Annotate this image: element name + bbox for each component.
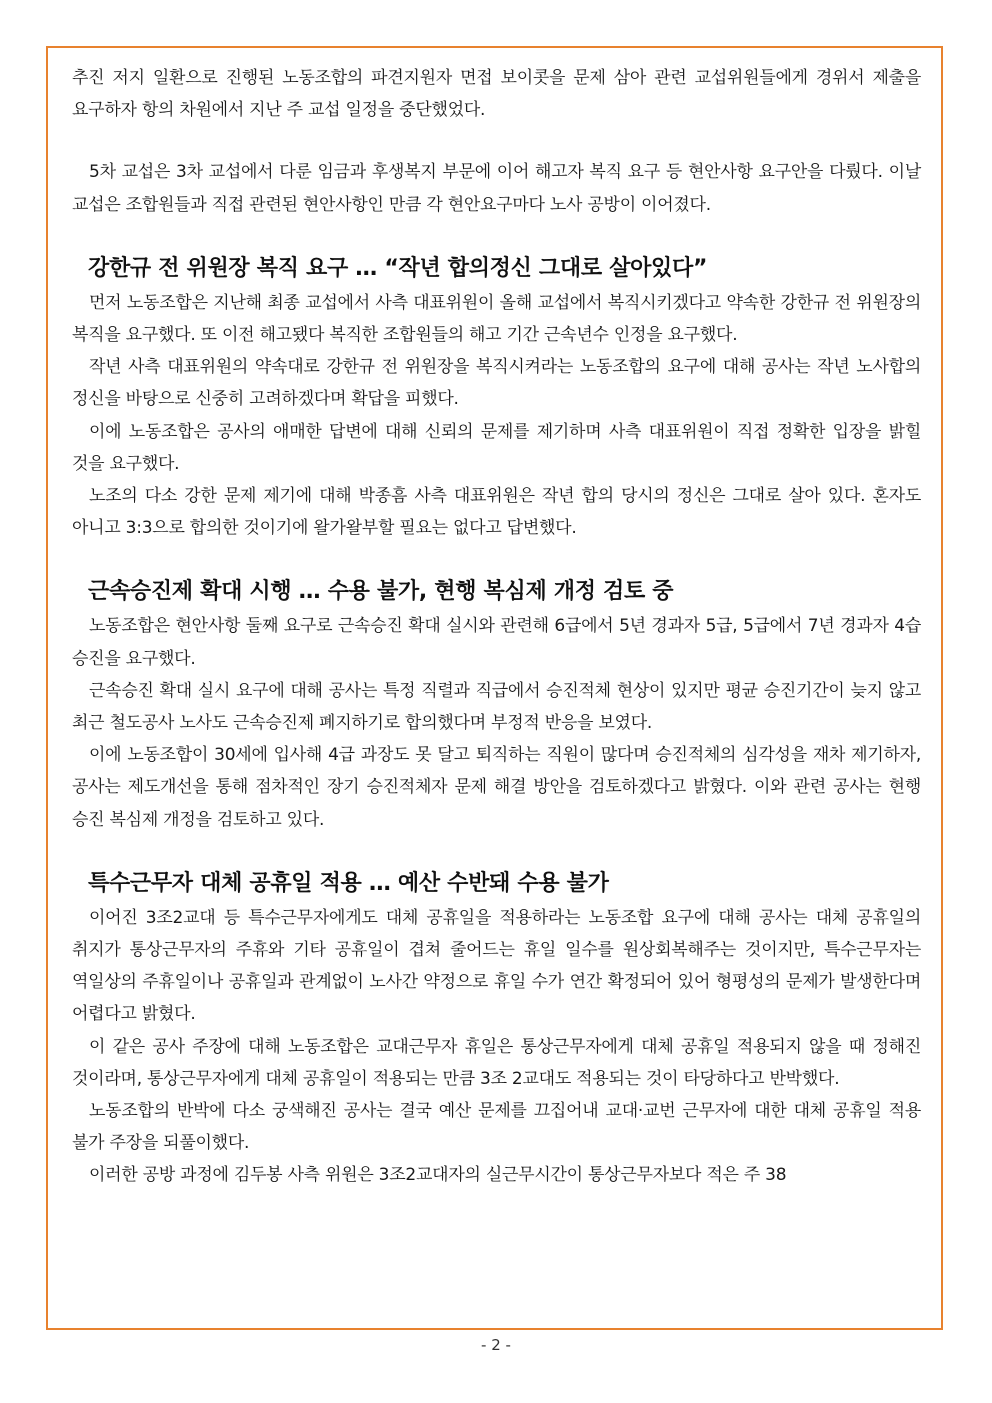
- section-1-paragraph-1: 먼저 노동조합은 지난해 최종 교섭에서 사측 대표위원이 올해 교섭에서 복직시키겠다고 약속한 강한규 전 위원장의 복직을 요구했다. 또 이전 해고됐다 복직한 조합원들의 해고 기간 근속년수 인정을 요구했다.: [72, 292, 921, 346]
- section-2-paragraph-1: 노동조합은 현안사항 둘째 요구로 근속승진 확대 실시와 관련해 6급에서 5년 경과자 5급, 5급에서 7년 경과자 4습 승진을 요구했다.: [72, 616, 921, 669]
- section-heading-reinstatement: 강한규 전 위원장 복직 요구 … “작년 합의정신 그대로 살아있다”: [88, 255, 708, 281]
- intro-paragraph-2: 5차 교섭은 3차 교섭에서 다룬 임금과 후생복지 부문에 이어 해고자 복직 요구 등 현안사항 요구안을 다뤘다. 이날 교섭은 조합원들과 직접 관련된 현안사항인 만큼 각 현안요구마다 노사 공방이 이어졌다.: [72, 162, 921, 215]
- section-1-paragraph-4: 노조의 다소 강한 문제 제기에 대해 박종흠 사측 대표위원은 작년 합의 당시의 정신은 그대로 살아 있다. 혼자도 아니고 3:3으로 합의한 것이기에 왈가왈부할 필요는 없다고 답변했다.: [72, 486, 921, 539]
- section-3-paragraph-3: 노동조합의 반박에 다소 궁색해진 공사는 결국 예산 문제를 끄집어내 교대·교번 근무자에 대한 대체 공휴일 적용 불가 주장을 되풀이했다.: [72, 1101, 921, 1154]
- intro-paragraph-1: 추진 저지 일환으로 진행된 노동조합의 파견지원자 면접 보이콧을 문제 삼아 관련 교섭위원들에게 경위서 제출을 요구하자 항의 차원에서 지난 주 교섭 일정을 중단했었다.: [72, 68, 921, 121]
- section-3-paragraph-1: 이어진 3조2교대 등 특수근무자에게도 대체 공휴일을 적용하라는 노동조합 요구에 대해 공사는 대체 공휴일의 취지가 통상근무자의 주휴와 기타 공휴일이 겹쳐 줄어드는 휴일 일수를 원상회복해주는 것이지만, 특수근무자는 역일상의 주휴일이나 공휴일과 관계없이 노사간 약정으로 휴일 수가 연간 확정되어 있어 형평성의 문제가 발생한다며 어렵다고 밝혔다.: [72, 907, 921, 1025]
- section-2-paragraph-2: 근속승진 확대 실시 요구에 대해 공사는 특정 직렬과 직급에서 승진적체 현상이 있지만 평균 승진기간이 늦지 않고 최근 철도공사 노사도 근속승진제 폐지하기로 합의했다며 부정적 반응을 보였다.: [72, 680, 921, 734]
- section-3-paragraph-4: 이러한 공방 과정에 김두봉 사측 위원은 3조2교대자의 실근무시간이 통상근무자보다 적은 주 38: [89, 1165, 787, 1186]
- section-heading-promotion: 근속승진제 확대 시행 … 수용 불가, 현행 복심제 개정 검토 중: [88, 579, 674, 605]
- section-1-paragraph-2: 작년 사측 대표위원의 약속대로 강한규 전 위원장을 복직시켜라는 노동조합의 요구에 대해 공사는 작년 노사합의 정신을 바탕으로 신중히 고려하겠다며 확답을 피했다.: [72, 357, 921, 410]
- page-number: - 2 -: [481, 1336, 511, 1354]
- document-body: [72, 62, 921, 1192]
- section-heading-holiday: 특수근무자 대체 공휴일 적용 … 예산 수반돼 수용 불가: [88, 870, 609, 896]
- section-2-paragraph-3: 이에 노동조합이 30세에 입사해 4급 과장도 못 달고 퇴직하는 직원이 많다며 승진적체의 심각성을 재차 제기하자, 공사는 제도개선을 통해 점차적인 장기 승진적체자 문제 해결 방안을 검토하겠다고 밝혔다. 이와 관련 공사는 현행 승진 복심제 개정을 검토하고 있다.: [72, 745, 921, 830]
- section-3-paragraph-2: 이 같은 공사 주장에 대해 노동조합은 교대근무자 휴일은 통상근무자에게 대체 공휴일 적용되지 않을 때 정해진 것이라며, 통상근무자에게 대체 공휴일이 적용되는 만큼 3조 2교대도 적용되는 것이 타당하다고 반박했다.: [72, 1036, 921, 1089]
- section-1-paragraph-3: 이에 노동조합은 공사의 애매한 답변에 대해 신뢰의 문제를 제기하며 사측 대표위원이 직접 정확한 입장을 밝힐 것을 요구했다.: [72, 421, 921, 474]
